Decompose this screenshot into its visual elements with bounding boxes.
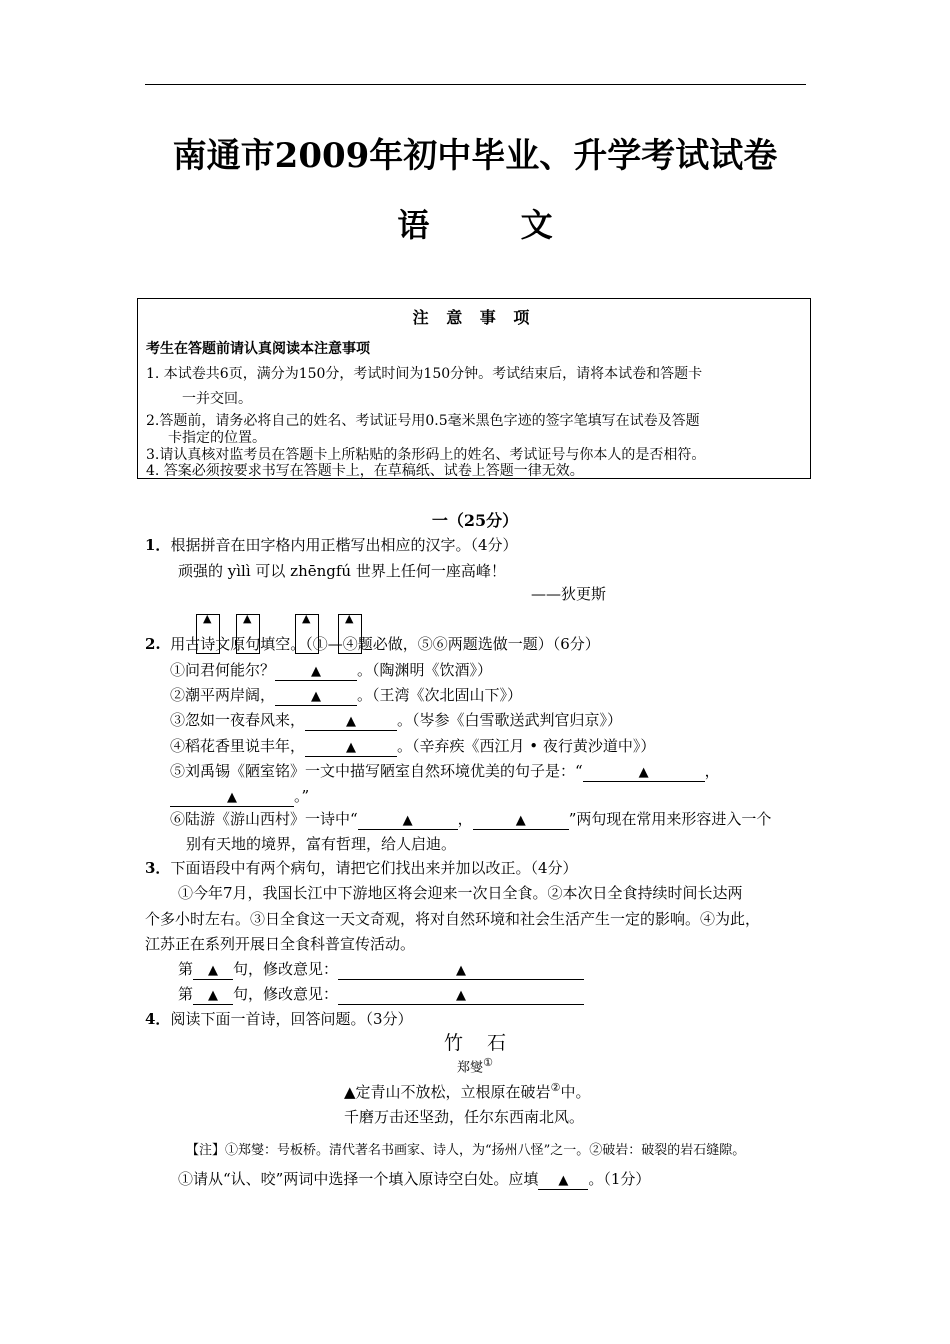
- q2-line-3-source: 。（岑参《白雪歌送武判官归京》）: [397, 711, 623, 729]
- answer-blank: ▲: [170, 790, 294, 807]
- q1-quote: 顽强的 yìlì 可以 zhēngfú 世界上任何一座高峰！: [178, 562, 506, 580]
- grid-mark-4: ▲: [345, 612, 354, 625]
- q2-line-1: [170, 659, 492, 681]
- q1-stem: 根据拼音在田字格内用正楷写出相应的汉字。（4分）: [170, 536, 518, 554]
- answer-blank: ▲: [338, 963, 584, 980]
- answer-blank: ▲: [275, 689, 357, 706]
- q2-number: 2.: [145, 635, 161, 653]
- poem-line-1-end: 中。: [560, 1083, 591, 1101]
- q2-line-5-end: 。”: [294, 787, 310, 805]
- q2-line-2: [170, 684, 522, 706]
- answer-blank: ▲: [473, 813, 569, 830]
- answer-blank: ▲: [358, 813, 458, 830]
- q2-line-5-text: ⑤刘禹锡《陋室铭》一文中描写陋室自然环境优美的句子是：“: [170, 762, 583, 780]
- q2-stem: 用古诗文原句填空。（①—④题必做，⑤⑥两题选做一题）（6分）: [170, 635, 600, 653]
- q2-line-3-text: ③忽如一夜春风来，: [170, 711, 306, 729]
- notice-item-2-cont: 卡指定的位置。: [168, 430, 266, 446]
- answer-label: 句，修改意见：: [233, 985, 339, 1003]
- section-heading: 一（25分）: [431, 511, 519, 530]
- q4-sub-1-text: ①请从“认、咬”两词中选择一个填入原诗空白处。应填: [178, 1170, 539, 1188]
- q3-para-3: 江苏正在系列开展日全食科普宣传活动。: [145, 935, 416, 953]
- q4-sub-1-score: 。（1分）: [588, 1170, 651, 1188]
- top-rule: [145, 84, 806, 85]
- q4-sub-1: [178, 1168, 650, 1190]
- answer-prefix: 第: [178, 960, 194, 978]
- q2-line-1-source: 。（陶渊明《饮酒》）: [357, 661, 493, 679]
- answer-prefix: 第: [178, 985, 194, 1003]
- poem-line-2: 千磨万击还坚劲，任尔东西南北风。: [344, 1108, 585, 1126]
- exam-title: 南通市2009年初中毕业、升学考试试卷: [172, 136, 778, 176]
- q2-line-6: [170, 808, 771, 830]
- q3-number: 3．: [145, 859, 171, 877]
- answer-blank: ▲: [305, 740, 397, 757]
- poem-title: 竹石: [443, 1032, 530, 1054]
- q2-line-6-rest: ”两句现在常用来形容进入一个: [568, 810, 772, 828]
- q2-line-5-cont: [170, 785, 309, 807]
- notice-subheading: 考生在答题前请认真阅读本注意事项: [146, 341, 370, 357]
- answer-blank: ▲: [538, 1173, 588, 1190]
- q4: [145, 1008, 412, 1029]
- poem-note: 【注】①郑燮：号板桥。清代著名书画家、诗人，为“扬州八怪”之一。②破岩：破裂的岩石缝隙。: [186, 1143, 746, 1158]
- subject-title: 语 文: [397, 206, 593, 244]
- answer-blank: ▲: [338, 988, 584, 1005]
- grid-mark-3: ▲: [302, 612, 311, 625]
- q1: [145, 534, 517, 555]
- q2-line-4-source: 。（辛弃疾《西江月 • 夜行黄沙道中》）: [397, 737, 656, 755]
- answer-blank: ▲: [583, 765, 705, 782]
- answer-blank: ▲: [305, 714, 397, 731]
- q2-line-5: [170, 760, 720, 782]
- answer-blank: ▲: [193, 988, 233, 1005]
- q4-number: 4．: [145, 1010, 171, 1028]
- q3-answer-1: [178, 958, 584, 980]
- q2-line-6-text: ⑥陆游《游山西村》一诗中“: [170, 810, 358, 828]
- q2-line-4-text: ④稻花香里说丰年，: [170, 737, 306, 755]
- q2-line-1-text: ①问君何能尔？: [170, 661, 276, 679]
- poem-line-1-text: 定青山不放松，立根原在破岩: [355, 1083, 551, 1101]
- q2-line-3: [170, 709, 622, 731]
- grid-mark-1: ▲: [203, 612, 212, 625]
- q3: [145, 857, 577, 878]
- poem-blank-mark: ▲: [344, 1083, 356, 1101]
- notice-heading: 注 意 事 项: [412, 308, 536, 327]
- grid-mark-2: ▲: [243, 612, 252, 625]
- poem-footnote-mark: ②: [550, 1081, 561, 1094]
- q2-line-6-comma: ，: [457, 810, 473, 828]
- q2-line-4: [170, 735, 655, 757]
- notice-item-1-cont: 一并交回。: [182, 391, 252, 407]
- q3-stem: 下面语段中有两个病句，请把它们找出来并加以改正。（4分）: [170, 859, 578, 877]
- answer-blank: ▲: [275, 664, 357, 681]
- q2-line-2-text: ②潮平两岸阔，: [170, 686, 276, 704]
- poet-footnote-mark: ①: [483, 1056, 493, 1069]
- q2-line-5-comma: ，: [704, 762, 720, 780]
- q1-author: ——狄更斯: [531, 585, 607, 603]
- poet-name: 郑燮: [457, 1060, 484, 1076]
- q2-line-2-source: 。（王湾《次北固山下》）: [357, 686, 523, 704]
- notice-box: [137, 298, 811, 479]
- q3-answer-2: [178, 983, 584, 1005]
- q3-para-2: 个多小时左右。③日全食这一天文奇观，将对自然环境和社会生活产生一定的影响。④为此，: [145, 910, 761, 928]
- q4-stem: 阅读下面一首诗，回答问题。（3分）: [170, 1010, 413, 1028]
- poem-author: [0, 1056, 950, 1075]
- q3-para-1: ①今年7月，我国长江中下游地区将会迎来一次日全食。②本次日全食持续时间长达两: [178, 884, 743, 902]
- notice-item-3: 3.请认真核对监考员在答题卡上所粘贴的条形码上的姓名、考试证号与你本人的是否相符。: [146, 447, 706, 463]
- notice-item-4: 4. 答案必须按要求书写在答题卡上，在草稿纸、试卷上答题一律无效。: [146, 463, 584, 479]
- answer-blank: ▲: [193, 963, 233, 980]
- answer-label: 句，修改意见：: [233, 960, 339, 978]
- notice-item-2: 2.答题前，请务必将自己的姓名、考试证号用0.5毫米黑色字迹的签字笔填写在试卷及答题: [146, 413, 700, 429]
- notice-item-1: 1. 本试卷共6页，满分为150分，考试时间为150分钟。考试结束后，请将本试卷和答题卡: [146, 366, 703, 382]
- q1-number: 1．: [145, 536, 171, 554]
- poem-line-1: [344, 1081, 590, 1102]
- q2: [145, 633, 600, 654]
- q2-line-6-cont: 别有天地的境界，富有哲理，给人启迪。: [186, 835, 457, 853]
